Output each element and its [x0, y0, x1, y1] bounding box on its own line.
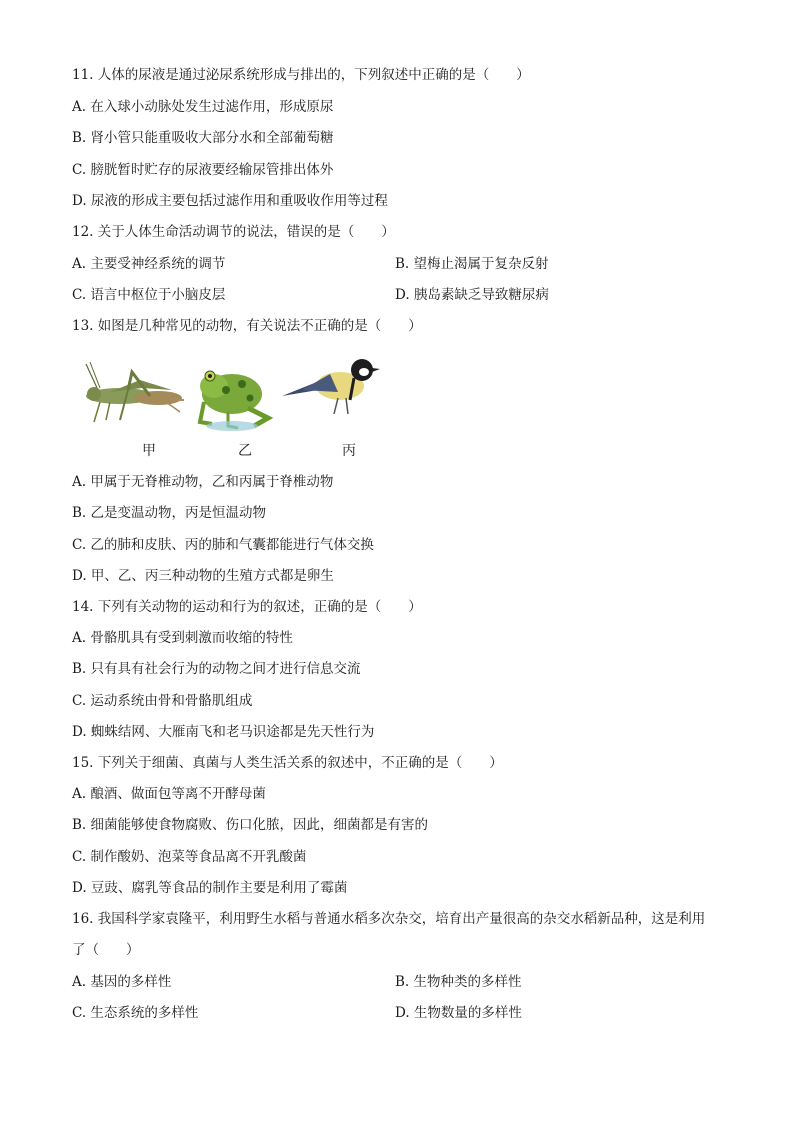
question-13-option-a[interactable]: A. 甲属于无脊椎动物，乙和丙属于脊椎动物	[72, 474, 334, 490]
question-14-option-d[interactable]: D. 蜘蛛结网、大雁南飞和老马识途都是先天性行为	[72, 724, 375, 740]
question-15-stem: 15. 下列关于细菌、真菌与人类生活关系的叙述中，不正确的是（ ）	[72, 755, 503, 771]
question-12-option-b[interactable]: B. 望梅止渴属于复杂反射	[395, 256, 549, 272]
question-13-stem: 13. 如图是几种常见的动物，有关说法不正确的是（ ）	[72, 318, 422, 334]
question-12-option-d[interactable]: D. 胰岛素缺乏导致糖尿病	[395, 287, 549, 303]
question-13-option-c[interactable]: C. 乙的肺和皮肤、丙的肺和气囊都能进行气体交换	[72, 537, 374, 553]
frog-image	[200, 371, 268, 431]
question-11-option-d[interactable]: D. 尿液的形成主要包括过滤作用和重吸收作用等过程	[72, 193, 388, 209]
question-16-stem-line1: 16. 我国科学家袁隆平，利用野生水稻与普通水稻多次杂交，培育出产量很高的杂交水稻新品种，这是利用	[72, 911, 706, 927]
question-16-option-c[interactable]: C. 生态系统的多样性	[72, 1005, 199, 1021]
question-13-option-b[interactable]: B. 乙是变温动物，丙是恒温动物	[72, 505, 267, 521]
figure-label-yi: 乙	[238, 443, 252, 459]
question-14-option-a[interactable]: A. 骨骼肌具有受到刺激而收缩的特性	[72, 630, 293, 646]
question-15-option-d[interactable]: D. 豆豉、腐乳等食品的制作主要是利用了霉菌	[72, 880, 348, 896]
animals-figure	[80, 356, 390, 459]
question-15-option-c[interactable]: C. 制作酸奶、泡菜等食品离不开乳酸菌	[72, 849, 307, 865]
question-11-stem: 11. 人体的尿液是通过泌尿系统形成与排出的，下列叙述中正确的是（ ）	[72, 67, 530, 83]
question-11-option-b[interactable]: B. 肾小管只能重吸收大部分水和全部葡萄糖	[72, 130, 334, 146]
figure-label-bing: 丙	[342, 443, 356, 459]
bird-image	[282, 359, 380, 414]
question-14-option-b[interactable]: B. 只有具有社会行为的动物之间才进行信息交流	[72, 661, 361, 677]
figure-label-jia: 甲	[142, 443, 156, 459]
question-12-option-c[interactable]: C. 语言中枢位于小脑皮层	[72, 287, 226, 303]
question-13-option-d[interactable]: D. 甲、乙、丙三种动物的生殖方式都是卵生	[72, 568, 334, 584]
question-14-stem: 14. 下列有关动物的运动和行为的叙述，正确的是（ ）	[72, 599, 422, 615]
question-15-option-a[interactable]: A. 酿酒、做面包等离不开酵母菌	[72, 786, 266, 802]
question-14-option-c[interactable]: C. 运动系统由骨和骨骼肌组成	[72, 693, 253, 709]
question-16-option-d[interactable]: D. 生物数量的多样性	[395, 1005, 522, 1021]
question-12-option-a[interactable]: A. 主要受神经系统的调节	[72, 256, 226, 272]
animals-illustration	[80, 356, 390, 436]
question-11-option-a[interactable]: A. 在入球小动脉处发生过滤作用，形成原尿	[72, 99, 334, 115]
grasshopper-image	[86, 362, 184, 422]
question-16-option-b[interactable]: B. 生物种类的多样性	[395, 974, 522, 990]
question-15-option-b[interactable]: B. 细菌能够使食物腐败、伤口化脓，因此，细菌都是有害的	[72, 817, 429, 833]
question-16-option-a[interactable]: A. 基因的多样性	[72, 974, 172, 990]
question-16-stem-line2: 了（ ）	[72, 942, 140, 958]
question-11-option-c[interactable]: C. 膀胱暂时贮存的尿液要经输尿管排出体外	[72, 162, 334, 178]
question-12-stem: 12. 关于人体生命活动调节的说法，错误的是（ ）	[72, 224, 395, 240]
